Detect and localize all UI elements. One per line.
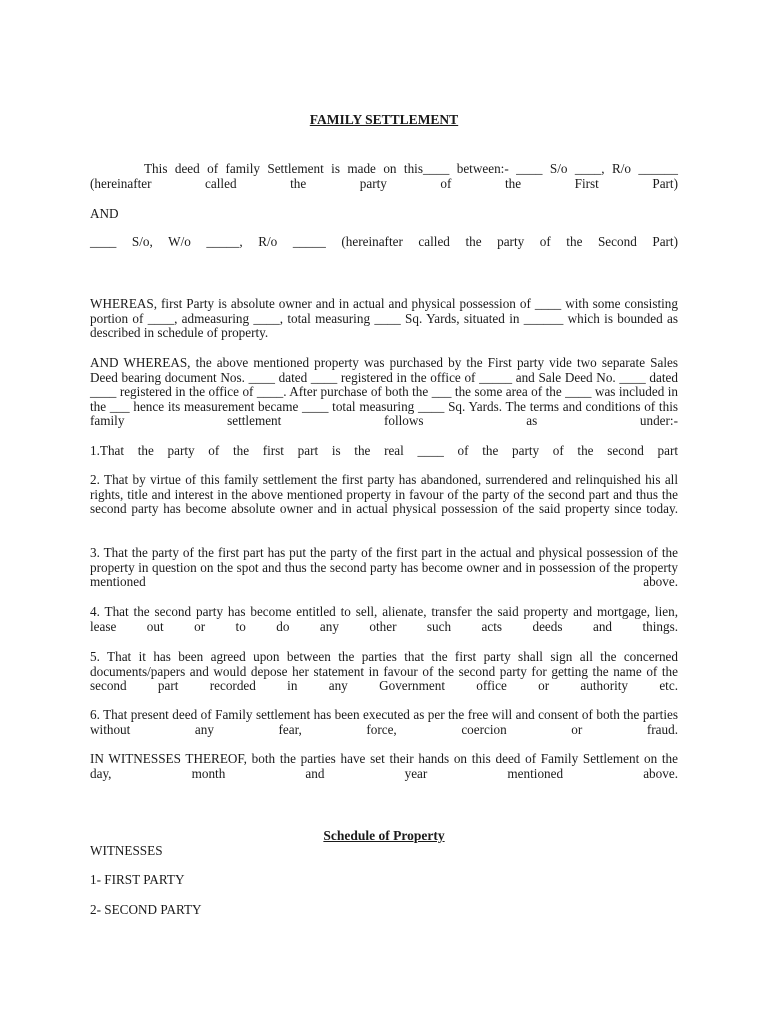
- clause-5: 5. That it has been agreed upon between the parties that the first party shall sign all the concerned documents/papers and would depose her statement in favour of the second party for getting the name of the second part recorded in any Government office or authority etc.: [90, 649, 678, 694]
- document-title: FAMILY SETTLEMENT: [309, 112, 459, 127]
- opening-paragraph: This deed of family Settlement is made on this____ between:- ____ S/o ____, R/o ______ (hereinafter called the party of the First Part): [90, 161, 678, 191]
- witnesses-label: WITNESSES: [90, 843, 163, 858]
- second-party-signature: 2- SECOND PARTY: [90, 902, 202, 917]
- clause-6: 6. That present deed of Family settlement has been executed as per the free will and consent of both the parties without any fear, force, coercion or fraud.: [90, 707, 678, 737]
- and-separator: AND: [90, 206, 119, 221]
- clause-2: 2. That by virtue of this family settlement the first party has abandoned, surrendered and relinquished his all rights, title and interest in the above mentioned property in favour of the party of the second part and thus the second party has become absolute owner and in actual physical possession of the said property since today.: [90, 472, 678, 517]
- second-party-paragraph: ____ S/o, W/o _____, R/o _____ (hereinafter called the party of the Second Part): [90, 234, 678, 249]
- first-party-signature: 1- FIRST PARTY: [90, 872, 185, 887]
- whereas-paragraph: WHEREAS, first Party is absolute owner and in actual and physical possession of ____ with some consisting portion of ____, admeasuring ____, total measuring ____ Sq. Yards, situated in ______ which is bounded as described in schedule of property.: [90, 296, 678, 341]
- and-whereas-paragraph: AND WHEREAS, the above mentioned property was purchased by the First party vide two separate Sales Deed bearing document Nos. ____ dated ____ registered in the office of _____ and Sale Deed No. ____ dated ____ registered in the office of ____. After purchase of both the ___ the some area of the ____ was included in the ___ hence its measurement became ____ total measuring ____ Sq. Yards. The terms and conditions of this family settlement follows as under:-: [90, 355, 678, 429]
- schedule-title: Schedule of Property: [323, 828, 445, 843]
- clause-3: 3. That the party of the first part has put the party of the first part in the actual and physical possession of the property in question on the spot and thus the second party has become owner and in possession of the property mentioned above.: [90, 545, 678, 590]
- clause-4: 4. That the second party has become entitled to sell, alienate, transfer the said property and mortgage, lien, lease out or to do any other such acts deeds and things.: [90, 604, 678, 634]
- witness-clause: IN WITNESSES THEREOF, both the parties have set their hands on this deed of Family Settlement on the day, month and year mentioned above.: [90, 751, 678, 781]
- clause-1: 1.That the party of the first part is the real ____ of the party of the second part: [90, 443, 678, 458]
